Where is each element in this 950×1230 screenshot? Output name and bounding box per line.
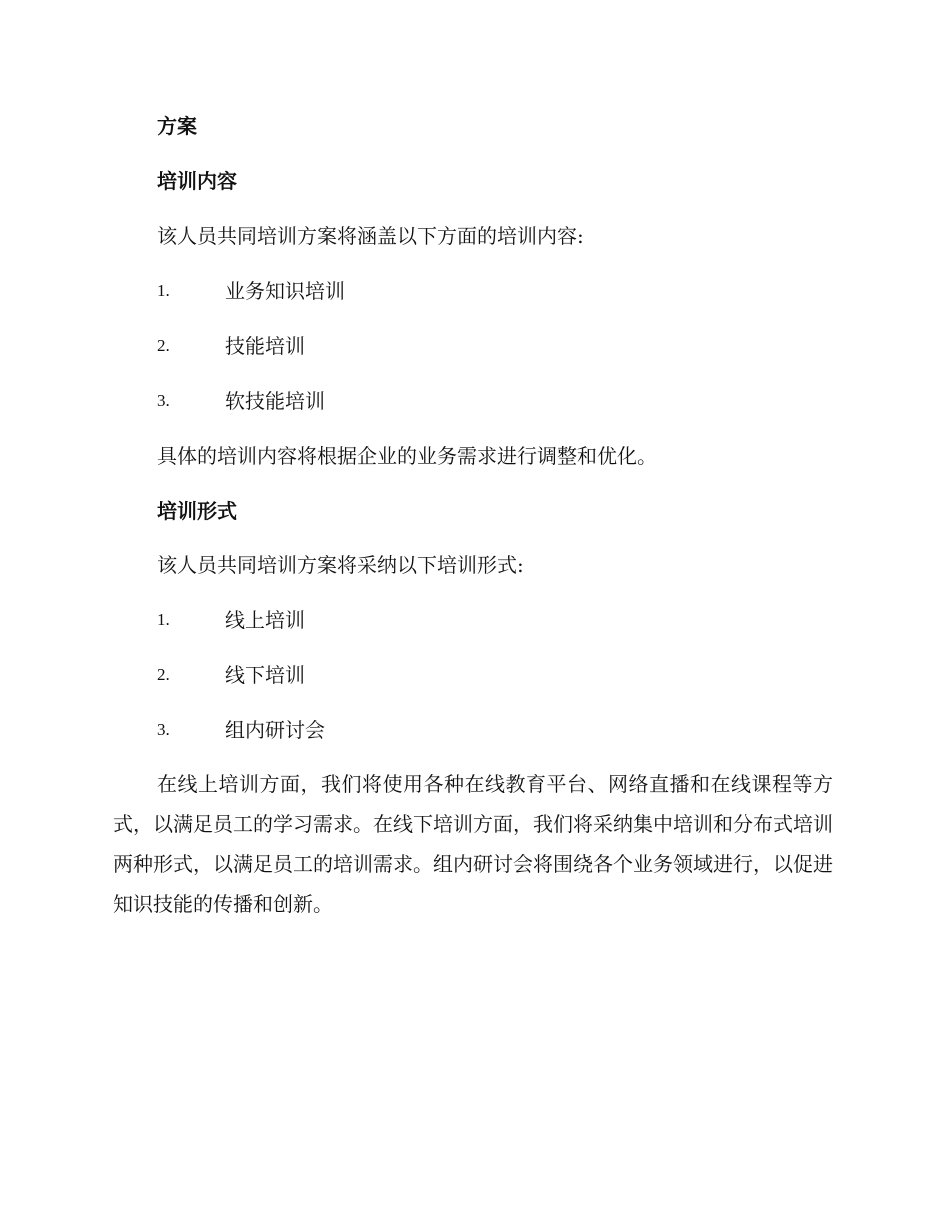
list-item-text: 技能培训 <box>225 334 305 358</box>
document-title: 方案 <box>157 114 197 138</box>
list-item-text: 组内研讨会 <box>225 718 325 742</box>
list-item-text: 线下培训 <box>225 663 305 687</box>
section-closing-content: 具体的培训内容将根据企业的业务需求进行调整和优化。 <box>157 444 657 468</box>
list-item-number: 2. <box>157 665 170 684</box>
body-paragraph: 在线上培训方面，我们将使用各种在线教育平台、网络直播和在线课程等方式，以满足员工的学习需求。在线下培训方面，我们将采纳集中培训和分布式培训两种形式，以满足员工的培训需求。组内研讨会将围绕各个业务领域进行，以促进知识技能的传播和创新。 <box>113 772 833 916</box>
list-item-number: 3. <box>157 720 170 739</box>
list-item-text: 线上培训 <box>225 608 305 632</box>
list-item-number: 1. <box>157 281 170 300</box>
section-heading-content: 培训内容 <box>157 169 237 193</box>
section-intro-format: 该人员共同培训方案将采纳以下培训形式: <box>157 553 524 577</box>
list-item-text: 软技能培训 <box>225 389 325 413</box>
list-item-number: 3. <box>157 391 170 410</box>
section-intro-content: 该人员共同培训方案将涵盖以下方面的培训内容: <box>157 224 584 248</box>
list-item-number: 1. <box>157 610 170 629</box>
list-item-number: 2. <box>157 336 170 355</box>
list-item-text: 业务知识培训 <box>225 279 345 303</box>
section-heading-format: 培训形式 <box>157 499 237 523</box>
